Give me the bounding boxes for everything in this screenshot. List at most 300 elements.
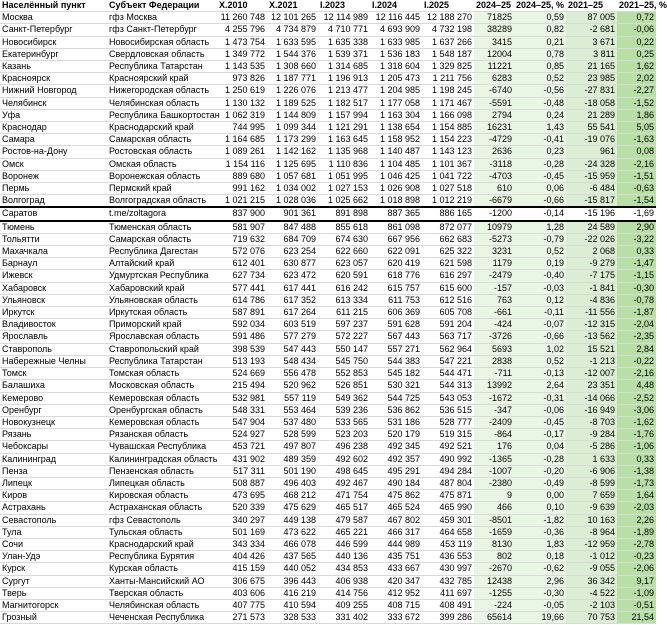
cell-change-2021-25-pct: 4,48: [617, 380, 656, 392]
cell-2010: 1 062 319: [217, 109, 267, 121]
cell-city: Липецк: [0, 477, 107, 489]
cell-2023: 523 203: [318, 429, 370, 441]
cell-region: Новосибирская область: [107, 36, 217, 48]
cell-region: t.me/zoltagora: [107, 207, 217, 220]
cell-2010: 4 255 796: [217, 24, 267, 36]
cell-change-2021-25-pct: 2,90: [617, 221, 656, 234]
cell-2021: 475 629: [267, 502, 318, 514]
header-2010[interactable]: Х.2010: [217, 0, 267, 12]
cell-change-2024-25: 2636: [474, 146, 514, 158]
table-row[interactable]: [0, 36, 656, 48]
cell-region: гфз Москва: [107, 12, 217, 24]
cell-change-2024-25: -347: [474, 404, 514, 416]
cell-city: Новокузнецк: [0, 416, 107, 428]
table-row[interactable]: [0, 526, 656, 538]
cell-2024: 333 672: [370, 612, 422, 624]
cell-city: Омск: [0, 158, 107, 170]
cell-2023: 406 938: [318, 575, 370, 587]
header-row: [0, 0, 656, 12]
cell-change-2021-25: -4 522: [566, 587, 617, 599]
cell-2010: 532 981: [217, 392, 267, 404]
table-row[interactable]: [0, 85, 656, 97]
table-row[interactable]: [0, 61, 656, 73]
cell-2010: 215 494: [217, 380, 267, 392]
cell-change-2021-25: -2 681: [566, 24, 617, 36]
cell-change-2024-25: -424: [474, 319, 514, 331]
table-row[interactable]: [0, 551, 656, 563]
cell-2021: 449 138: [267, 514, 318, 526]
cell-change-2024-25-pct: 1,43: [514, 122, 566, 134]
cell-change-2024-25: -1365: [474, 453, 514, 465]
cell-change-2024-25: 3415: [474, 36, 514, 48]
cell-change-2021-25: -11 556: [566, 307, 617, 319]
table-row[interactable]: [0, 441, 656, 453]
cell-2021: 548 434: [267, 355, 318, 367]
cell-2025: 453 119: [422, 538, 474, 550]
cell-2025: 399 286: [422, 612, 474, 624]
cell-2024: 618 776: [370, 270, 422, 282]
cell-region: гфз Санкт-Петербург: [107, 24, 217, 36]
header-change-2024-25[interactable]: 2024–25: [474, 0, 514, 12]
cell-change-2024-25: -3118: [474, 158, 514, 170]
cell-2024: 420 347: [370, 575, 422, 587]
cell-change-2024-25-pct: 0,00: [514, 490, 566, 502]
table-row[interactable]: [0, 465, 656, 477]
cell-2025: 591 204: [422, 319, 474, 331]
cell-change-2021-25: 36 342: [566, 575, 617, 587]
cell-change-2021-25: -1 213: [566, 355, 617, 367]
cell-2021: 901 361: [267, 207, 318, 220]
cell-2021: 1 544 376: [267, 48, 318, 60]
cell-2023: 479 587: [318, 514, 370, 526]
cell-2025: 1 143 123: [422, 146, 474, 158]
cell-change-2024-25-pct: -0,62: [514, 563, 566, 575]
cell-city: Ульяновск: [0, 294, 107, 306]
table-row[interactable]: [0, 319, 656, 331]
table-row[interactable]: [0, 48, 656, 60]
cell-2023: 1 121 291: [318, 122, 370, 134]
cell-change-2021-25-pct: 2,02: [617, 73, 656, 85]
cell-2024: 611 753: [370, 294, 422, 306]
cell-2023: 1 539 371: [318, 48, 370, 60]
cell-2024: 1 138 654: [370, 122, 422, 134]
cell-2024: 4 693 909: [370, 24, 422, 36]
cell-change-2021-25-pct: -0,22: [617, 355, 656, 367]
cell-change-2021-25: -13 562: [566, 331, 617, 343]
cell-city: Уфа: [0, 109, 107, 121]
cell-change-2024-25: -1200: [474, 207, 514, 220]
cell-change-2024-25: 10979: [474, 221, 514, 234]
header-change-2024-25-pct[interactable]: 2024–25, %: [516, 0, 565, 10]
cell-change-2024-25-pct: -0,66: [514, 331, 566, 343]
cell-change-2021-25-pct: -0,30: [617, 282, 656, 294]
cell-change-2021-25: -2 103: [566, 599, 617, 611]
table-row[interactable]: [0, 270, 656, 282]
cell-change-2024-25-pct: -0,06: [514, 404, 566, 416]
cell-2021: 1 173 299: [267, 134, 318, 146]
cell-2010: 744 995: [217, 122, 267, 134]
cell-2024: 1 318 604: [370, 61, 422, 73]
cell-2025: 1 027 518: [422, 183, 474, 195]
cell-change-2024-25-pct: -0,40: [514, 270, 566, 282]
cell-change-2024-25: -4703: [474, 170, 514, 182]
cell-change-2021-25: -8 964: [566, 526, 617, 538]
cell-change-2021-25-pct: -2,16: [617, 368, 656, 380]
cell-change-2021-25-pct: -2,03: [617, 502, 656, 514]
table-row[interactable]: [0, 355, 656, 367]
cell-change-2021-25-pct: -1,47: [617, 258, 656, 270]
cell-city: Оренбург: [0, 404, 107, 416]
cell-2023: 539 236: [318, 404, 370, 416]
cell-2025: 494 284: [422, 465, 474, 477]
cell-2010: 398 539: [217, 343, 267, 355]
table-row[interactable]: [0, 97, 656, 109]
cell-city: Калининград: [0, 453, 107, 465]
cell-city: Нижний Новгород: [0, 85, 107, 97]
table-row[interactable]: [0, 146, 656, 158]
cell-2024: 887 365: [370, 207, 422, 220]
cell-2021: 617 441: [267, 282, 318, 294]
cell-2025: 436 553: [422, 551, 474, 563]
cell-city: Чебоксары: [0, 441, 107, 453]
cell-2023: 622 660: [318, 246, 370, 258]
cell-2010: 837 900: [217, 207, 267, 220]
cell-city: Новосибирск: [0, 36, 107, 48]
cell-2025: 1 548 187: [422, 48, 474, 60]
table-row[interactable]: [0, 12, 656, 24]
cell-change-2021-25: -8 599: [566, 477, 617, 489]
cell-change-2024-25: 9: [474, 490, 514, 502]
cell-region: Республика Татарстан: [107, 61, 217, 73]
header-city[interactable]: Населённый пункт: [0, 0, 107, 12]
table-row[interactable]: [0, 258, 656, 270]
cell-change-2024-25-pct: 0,82: [514, 24, 566, 36]
cell-change-2024-25: -6679: [474, 195, 514, 208]
cell-2024: 557 271: [370, 343, 422, 355]
cell-change-2021-25-pct: 1,62: [617, 61, 656, 73]
cell-2025: 1 329 825: [422, 61, 474, 73]
cell-change-2024-25-pct: 0,18: [514, 551, 566, 563]
cell-2010: 587 891: [217, 307, 267, 319]
cell-change-2021-25-pct: 0,25: [617, 48, 656, 60]
table-row[interactable]: [0, 416, 656, 428]
table-row[interactable]: [0, 490, 656, 502]
cell-change-2024-25-pct: -0,31: [514, 392, 566, 404]
cell-2024: 544 383: [370, 355, 422, 367]
table-row[interactable]: [0, 233, 656, 245]
cell-change-2021-25-pct: -2,35: [617, 331, 656, 343]
cell-2023: 492 467: [318, 477, 370, 489]
header-region[interactable]: Субъект Федерации: [107, 0, 217, 12]
cell-2024: 467 802: [370, 514, 422, 526]
cell-change-2021-25-pct: -2,16: [617, 158, 656, 170]
cell-change-2021-25-pct: -1,38: [617, 465, 656, 477]
table-row[interactable]: [0, 368, 656, 380]
cell-change-2021-25: 1 633: [566, 453, 617, 465]
cell-2021: 1 028 036: [267, 195, 318, 208]
table-row[interactable]: [0, 158, 656, 170]
cell-2023: 498 645: [318, 465, 370, 477]
cell-2025: 459 301: [422, 514, 474, 526]
cell-2010: 592 034: [217, 319, 267, 331]
cell-change-2024-25-pct: -0,36: [514, 526, 566, 538]
cell-change-2021-25: -27 831: [566, 85, 617, 97]
table-row[interactable]: [0, 563, 656, 575]
cell-change-2021-25-pct: 0,33: [617, 246, 656, 258]
cell-change-2021-25: -4 836: [566, 294, 617, 306]
cell-region: Самарская область: [107, 134, 217, 146]
cell-change-2024-25: -864: [474, 429, 514, 441]
cell-2010: 1 021 215: [217, 195, 267, 208]
cell-change-2024-25-pct: 0,24: [514, 109, 566, 121]
cell-2025: 536 515: [422, 404, 474, 416]
header-2023[interactable]: I.2023: [318, 0, 370, 12]
cell-change-2024-25-pct: -0,79: [514, 233, 566, 245]
table-row[interactable]: [0, 477, 656, 489]
cell-2023: 620 591: [318, 270, 370, 282]
cell-change-2021-25-pct: -2,04: [617, 319, 656, 331]
cell-change-2024-25: 176: [474, 441, 514, 453]
cell-2025: 615 600: [422, 282, 474, 294]
cell-2024: 465 524: [370, 502, 422, 514]
cell-2021: 1 189 525: [267, 97, 318, 109]
cell-2010: 1 143 535: [217, 61, 267, 73]
cell-change-2024-25-pct: -0,17: [514, 429, 566, 441]
cell-city: Пенза: [0, 465, 107, 477]
cell-2025: 487 804: [422, 477, 474, 489]
cell-change-2024-25-pct: 0,21: [514, 36, 566, 48]
cell-2025: 1 154 223: [422, 134, 474, 146]
cell-region: Краснодарский край: [107, 538, 217, 550]
table-row[interactable]: [0, 246, 656, 258]
cell-change-2021-25: -18 058: [566, 97, 617, 109]
cell-change-2021-25: -1 841: [566, 282, 617, 294]
cell-change-2021-25: 24 589: [566, 221, 617, 234]
cell-2025: 1 154 885: [422, 122, 474, 134]
cell-change-2024-25-pct: 0,78: [514, 48, 566, 60]
cell-2010: 548 331: [217, 404, 267, 416]
cell-2023: 409 255: [318, 599, 370, 611]
cell-change-2024-25: -157: [474, 282, 514, 294]
cell-change-2024-25: -1007: [474, 465, 514, 477]
cell-2021: 12 101 265: [267, 12, 318, 24]
table-row[interactable]: [0, 429, 656, 441]
table-row[interactable]: [0, 294, 656, 306]
table-row[interactable]: [0, 307, 656, 319]
cell-2021: 468 212: [267, 490, 318, 502]
cell-region: Астраханская область: [107, 502, 217, 514]
cell-city: Тула: [0, 526, 107, 538]
header-2025[interactable]: I.2025: [422, 0, 474, 12]
cell-region: Тульская область: [107, 526, 217, 538]
table-row[interactable]: [0, 183, 656, 195]
cell-change-2024-25-pct: 1,83: [514, 538, 566, 550]
cell-2024: 1 140 487: [370, 146, 422, 158]
cell-change-2024-25-pct: 0,04: [514, 441, 566, 453]
cell-change-2024-25: 466: [474, 502, 514, 514]
cell-region: Кемеровская область: [107, 392, 217, 404]
cell-city: Владивосток: [0, 319, 107, 331]
cell-2024: 1 163 304: [370, 109, 422, 121]
cell-2010: 407 775: [217, 599, 267, 611]
cell-change-2024-25-pct: 1,02: [514, 343, 566, 355]
cell-city: Челябинск: [0, 97, 107, 109]
cell-2023: 1 135 968: [318, 146, 370, 158]
cell-change-2024-25: -5591: [474, 97, 514, 109]
cell-2023: 616 242: [318, 282, 370, 294]
cell-2024: 530 321: [370, 380, 422, 392]
cell-change-2024-25: 763: [474, 294, 514, 306]
cell-2023: 1 027 153: [318, 183, 370, 195]
cell-region: Приморский край: [107, 319, 217, 331]
table-row[interactable]: [0, 514, 656, 526]
cell-city: Саратов: [0, 207, 107, 220]
cell-2021: 1 187 771: [267, 73, 318, 85]
cell-city: Киров: [0, 490, 107, 502]
cell-region: Красноярский край: [107, 73, 217, 85]
cell-2024: 435 751: [370, 551, 422, 563]
cell-2023: 1 110 836: [318, 158, 370, 170]
cell-region: Иркутская область: [107, 307, 217, 319]
cell-2023: 545 750: [318, 355, 370, 367]
table-row[interactable]: [0, 612, 656, 624]
cell-change-2021-25-pct: -1,54: [617, 195, 656, 208]
cell-2024: 1 536 183: [370, 48, 422, 60]
cell-2021: 1 142 162: [267, 146, 318, 158]
cell-2023: 526 851: [318, 380, 370, 392]
cell-change-2021-25-pct: -2,27: [617, 85, 656, 97]
cell-2025: 432 785: [422, 575, 474, 587]
cell-city: Хабаровск: [0, 282, 107, 294]
cell-change-2021-25-pct: -1,63: [617, 134, 656, 146]
cell-change-2024-25-pct: -0,30: [514, 587, 566, 599]
cell-2021: 496 403: [267, 477, 318, 489]
cell-change-2024-25-pct: -0,05: [514, 599, 566, 611]
cell-2023: 496 238: [318, 441, 370, 453]
cell-2023: 331 402: [318, 612, 370, 624]
table-row[interactable]: [0, 575, 656, 587]
table-row[interactable]: [0, 109, 656, 121]
table-row[interactable]: [0, 343, 656, 355]
cell-2024: 1 026 908: [370, 183, 422, 195]
table-row[interactable]: [0, 282, 656, 294]
cell-2024: 433 667: [370, 563, 422, 575]
cell-2025: 544 471: [422, 368, 474, 380]
cell-2025: 411 697: [422, 587, 474, 599]
cell-2023: 1 025 662: [318, 195, 370, 208]
cell-2021: 630 877: [267, 258, 318, 270]
cell-change-2024-25: 12004: [474, 48, 514, 60]
cell-change-2021-25-pct: -0,63: [617, 183, 656, 195]
cell-2025: 519 315: [422, 429, 474, 441]
cell-city: Ижевск: [0, 270, 107, 282]
table-row[interactable]: [0, 404, 656, 416]
cell-2023: 597 237: [318, 319, 370, 331]
cell-change-2021-25-pct: -1,52: [617, 97, 656, 109]
cell-2023: 1 157 994: [318, 109, 370, 121]
cell-city: Воронеж: [0, 170, 107, 182]
table-row[interactable]: [0, 207, 656, 220]
cell-2010: 889 680: [217, 170, 267, 182]
cell-2010: 612 401: [217, 258, 267, 270]
cell-2023: 674 630: [318, 233, 370, 245]
cell-change-2024-25-pct: -0,28: [514, 453, 566, 465]
cell-change-2021-25: -12 959: [566, 538, 617, 550]
cell-2021: 603 519: [267, 319, 318, 331]
cell-change-2024-25-pct: 2,96: [514, 575, 566, 587]
cell-2023: 465 517: [318, 502, 370, 514]
cell-2010: 524 669: [217, 368, 267, 380]
cell-region: Московская область: [107, 380, 217, 392]
table-row[interactable]: [0, 221, 656, 234]
table-row[interactable]: [0, 453, 656, 465]
cell-change-2021-25-pct: 1,86: [617, 109, 656, 121]
cell-2021: 473 622: [267, 526, 318, 538]
cell-change-2021-25: 23 351: [566, 380, 617, 392]
cell-change-2024-25: 6283: [474, 73, 514, 85]
cell-region: Воронежская область: [107, 170, 217, 182]
cell-2024: 1 104 485: [370, 158, 422, 170]
table-row[interactable]: [0, 134, 656, 146]
cell-2010: 524 927: [217, 429, 267, 441]
table-row[interactable]: [0, 587, 656, 599]
cell-change-2021-25: -19 076: [566, 134, 617, 146]
cell-region: Оренбургская область: [107, 404, 217, 416]
cell-2025: 408 491: [422, 599, 474, 611]
cell-city: Барнаул: [0, 258, 107, 270]
table-row[interactable]: [0, 599, 656, 611]
table-row[interactable]: [0, 195, 656, 208]
table-row[interactable]: [0, 392, 656, 404]
cell-2024: 1 204 985: [370, 85, 422, 97]
cell-2025: 872 077: [422, 221, 474, 234]
table-row[interactable]: [0, 380, 656, 392]
cell-region: Тверская область: [107, 587, 217, 599]
table-row[interactable]: [0, 538, 656, 550]
table-row[interactable]: [0, 502, 656, 514]
table-row[interactable]: [0, 24, 656, 36]
header-2024[interactable]: I.2024: [370, 0, 422, 12]
cell-city: Ростов-на-Дону: [0, 146, 107, 158]
header-change-2021-25[interactable]: 2021–25: [566, 0, 617, 12]
table-row[interactable]: [0, 170, 656, 182]
cell-2024: 466 317: [370, 526, 422, 538]
header-change-2021-25-pct[interactable]: 2021–25, %: [619, 0, 667, 10]
cell-2021: 328 533: [267, 612, 318, 624]
cell-2024: 444 989: [370, 538, 422, 550]
cell-change-2024-25: 802: [474, 551, 514, 563]
cell-2021: 1 226 076: [267, 85, 318, 97]
cell-change-2024-25: -2479: [474, 270, 514, 282]
header-2021[interactable]: Х.2021: [267, 0, 318, 12]
cell-2021: 556 478: [267, 368, 318, 380]
cell-2021: 537 480: [267, 416, 318, 428]
table-row[interactable]: [0, 331, 656, 343]
cell-region: Чеченская Республика: [107, 612, 217, 624]
cell-change-2024-25-pct: 0,06: [514, 183, 566, 195]
cell-change-2024-25: 38289: [474, 24, 514, 36]
cell-city: Краснодар: [0, 122, 107, 134]
cell-2025: 1 211 756: [422, 73, 474, 85]
table-row[interactable]: [0, 122, 656, 134]
cell-city: Москва: [0, 12, 107, 24]
cell-city: Екатеринбург: [0, 48, 107, 60]
cell-2023: 4 710 771: [318, 24, 370, 36]
cell-region: Челябинская область: [107, 97, 217, 109]
table-row[interactable]: [0, 73, 656, 85]
cell-change-2021-25-pct: 0,08: [617, 146, 656, 158]
cell-change-2024-25-pct: -0,03: [514, 282, 566, 294]
